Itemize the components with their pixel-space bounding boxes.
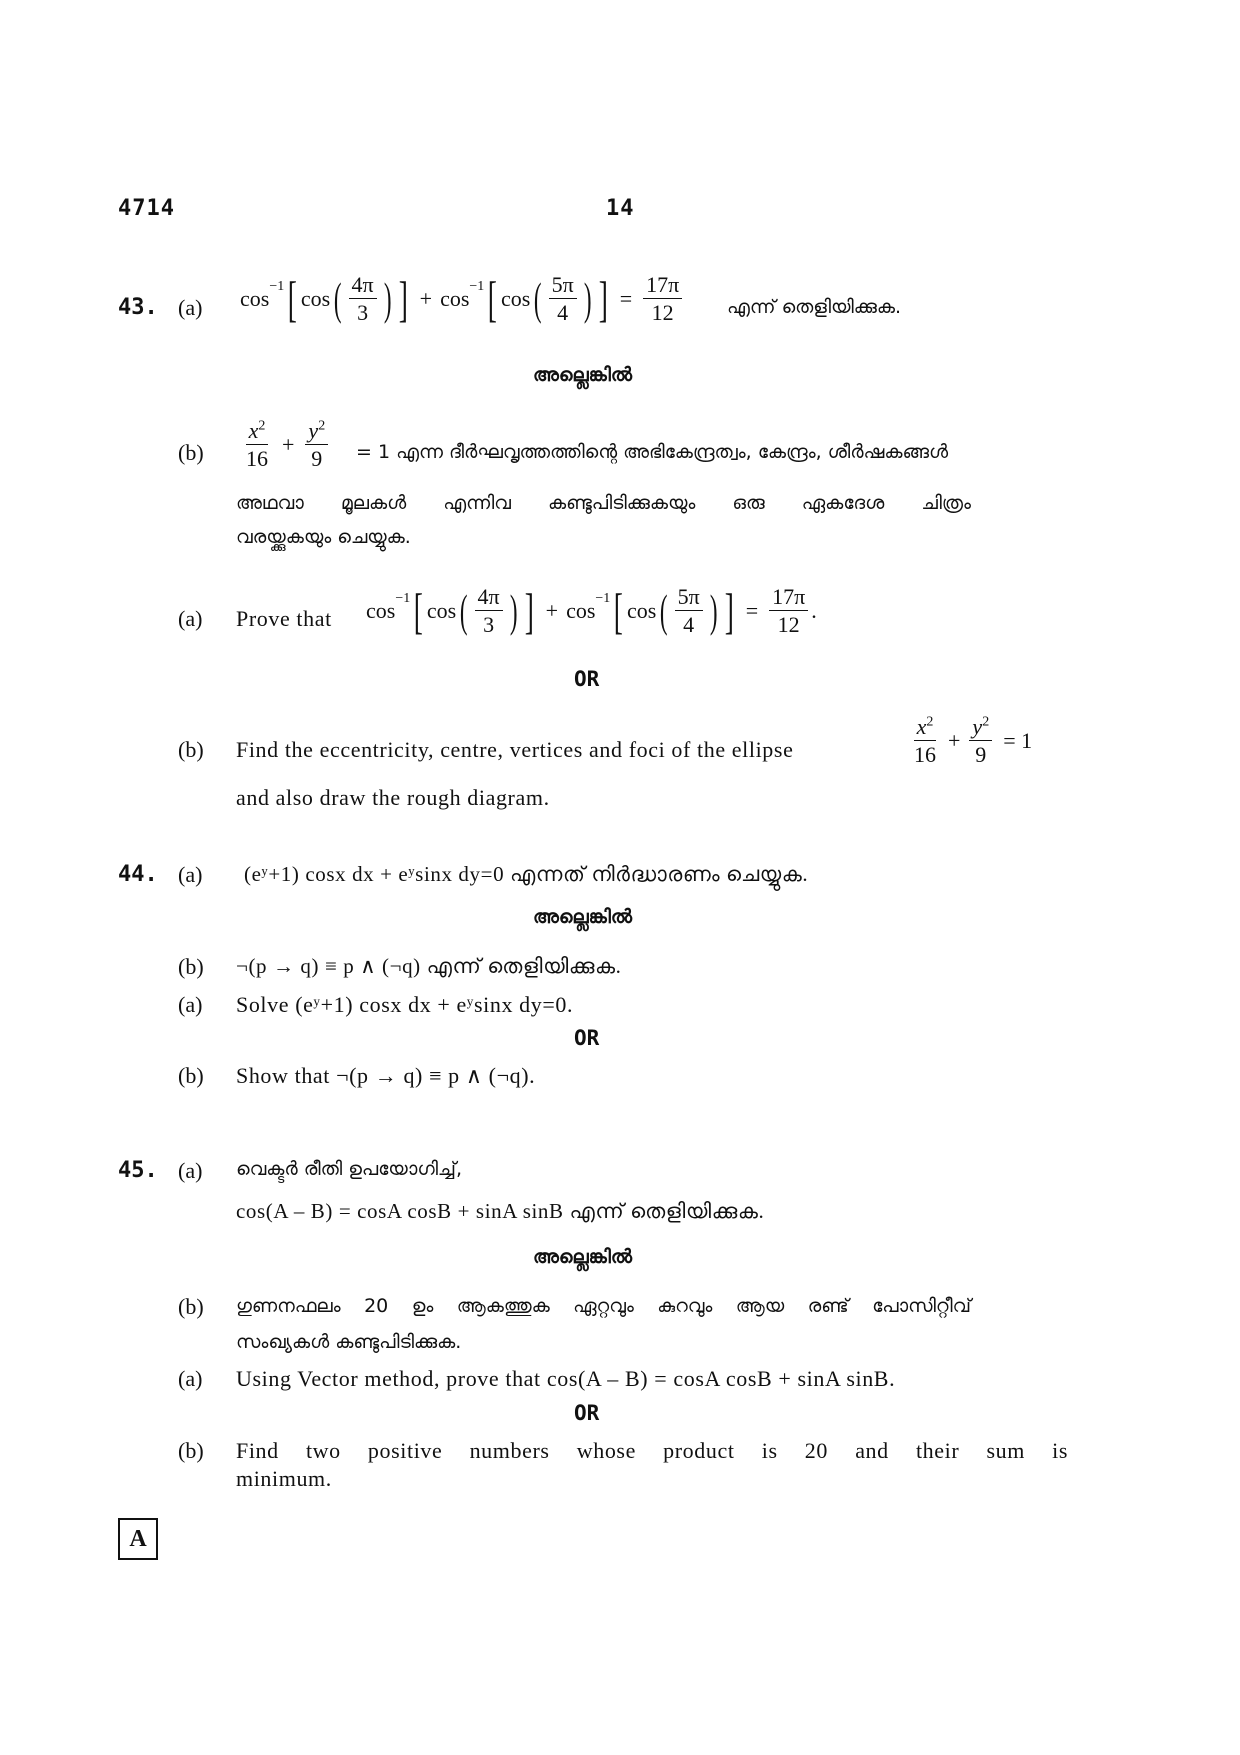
q44-b-en: Show that ¬(p → q) ≡ p ∧ (¬q). <box>236 1063 536 1088</box>
q44-a-ml: (eʸ+1) cosx dx + eʸsinx dy=0 എന്നത് നിർദ്ധാരണം ചെയ്യുക. <box>244 862 809 886</box>
q45-a-en-label: (a) <box>178 1366 203 1391</box>
q44-b-label: (b) <box>178 954 204 979</box>
q43-a-en-equation: cos $^{-1}$ [ cos ( $\frac{4\pi}{3}$ ) ] + cos $^{-1}$ [ cos ( $\frac{5\pi}{4}$ ) ] = $\frac{17\pi}{12}$ . <box>366 582 817 639</box>
question-number-45: 45. <box>118 1158 158 1183</box>
q43-b-en-line1: Find the eccentricity, centre, vertices and foci of the ellipse <box>236 737 794 762</box>
q43-b-en-line2: and also draw the rough diagram. <box>236 785 550 810</box>
q44-b-en-label: (b) <box>178 1063 204 1088</box>
q45-b-label: (b) <box>178 1294 204 1319</box>
q45-b-en-line1: Find two positive numbers whose product is 20 and their sum is <box>236 1438 1068 1463</box>
paper-code: 4714 <box>118 196 175 221</box>
q43-a-ml-text: എന്ന് തെളിയിക്കുക. <box>727 296 902 318</box>
q44-a-en-label: (a) <box>178 992 203 1017</box>
q43-a-ml-equation: cos $^{-1}$ [ cos ( $\frac{4\pi}{3}$ ) ] + cos $^{-1}$ [ cos ( $\frac{5\pi}{4}$ ) ] = $\frac{17\pi}{12}$ <box>240 272 685 326</box>
q43-b-ml-line3: വരയ്ക്കുകയും ചെയ്യുക. <box>236 526 411 548</box>
q44-b-ml: ¬(p → q) ≡ p ∧ (¬q) എന്ന് തെളിയിക്കുക. <box>236 954 622 978</box>
q45-a-ml-line2: cos(A – B) = cosA cosB + sinA sinB എന്ന് തെളിയിക്കുക. <box>236 1199 765 1223</box>
q45-b-en-label: (b) <box>178 1438 204 1463</box>
q45-b-en-line2: minimum. <box>236 1466 332 1491</box>
q43-b-label: (b) <box>178 440 204 465</box>
q44-a-en: Solve (eʸ+1) cosx dx + eʸsinx dy=0. <box>236 992 574 1017</box>
q45-or-ml: അല്ലെങ്കിൽ <box>533 1246 633 1268</box>
q43-a-en-prefix: Prove that <box>236 606 332 631</box>
q43-b-en-label: (b) <box>178 737 204 762</box>
q45-a-label: (a) <box>178 1158 203 1183</box>
q44-or-en: OR <box>574 1026 600 1050</box>
q45-b-ml-line1: ഗുണനഫലം 20 ഉം ആകത്തുക ഏറ്റവും കുറവും ആയ രണ്ട് പോസിറ്റീവ് <box>236 1295 971 1317</box>
q43-a-en-label: (a) <box>178 606 203 631</box>
question-number-43: 43. <box>118 295 158 320</box>
q45-a-ml-line1: വെക്ടർ രീതി ഉപയോഗിച്ച്, <box>236 1158 462 1180</box>
q45-a-en: Using Vector method, prove that cos(A – B) = cosA cosB + sinA sinB. <box>236 1366 896 1391</box>
page-number: 14 <box>606 196 635 221</box>
q43-or-ml: അല്ലെങ്കിൽ <box>533 364 633 386</box>
question-number-44: 44. <box>118 862 158 887</box>
q43-b-ml-line2: അഥവാ മൂലകൾ എന്നിവ കണ്ടുപിടിക്കുകയും ഒരു ഏകദേശ ചിത്രം <box>236 492 971 514</box>
q44-or-ml: അല്ലെങ്കിൽ <box>533 906 633 928</box>
q45-or-en: OR <box>574 1401 600 1425</box>
q43-a-label: (a) <box>178 295 203 320</box>
q43-b-en-equation: $\frac{x^2}{16}$ + $\frac{y^2}{9}$ = 1 <box>914 714 1033 768</box>
version-box: A <box>118 1518 158 1560</box>
q43-b-ml-line1: = 1 എന്ന ദീർഘവൃത്തത്തിന്റെ അഭികേന്ദ്രത്വം, കേന്ദ്രം, ശീർഷകങ്ങൾ <box>356 441 949 463</box>
q43-b-ml-equation: $\frac{x^2}{16}$ + $\frac{y^2}{9}$ <box>240 418 331 472</box>
q45-b-ml-line2: സംഖ്യകൾ കണ്ടുപിടിക്കുക. <box>236 1331 462 1353</box>
q43-or-en: OR <box>574 667 600 691</box>
q44-a-label: (a) <box>178 862 203 887</box>
